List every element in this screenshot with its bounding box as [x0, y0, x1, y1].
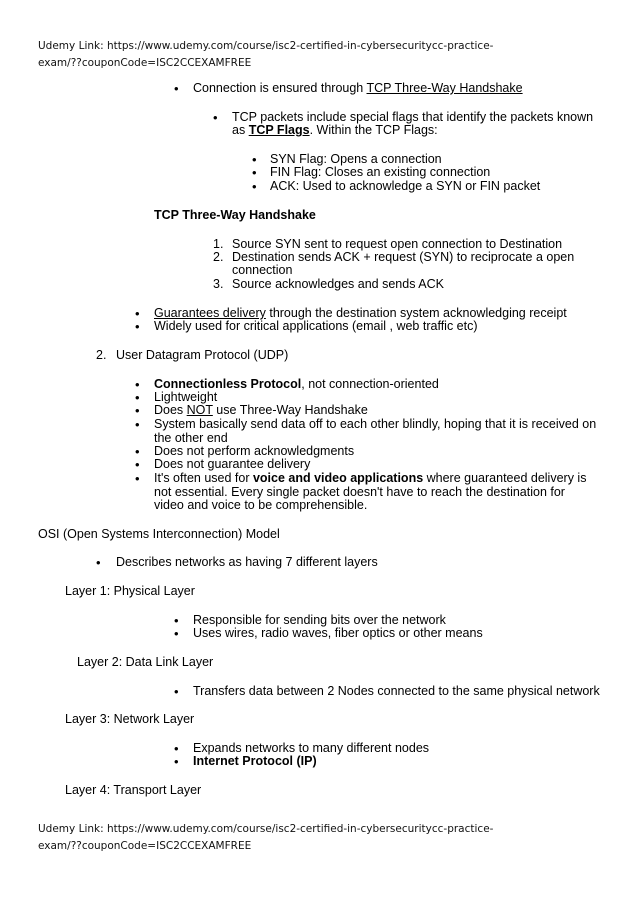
step-number: 2.: [213, 250, 224, 264]
layer2-item: Transfers data between 2 Nodes connected to the same physical network: [193, 684, 600, 698]
step-text: Destination sends ACK + request (SYN) to reciprocate a open: [232, 250, 575, 264]
guarantee-link[interactable]: Guarantees delivery: [154, 306, 266, 320]
step-text: Source acknowledges and sends ACK: [232, 277, 444, 291]
bullet: •: [135, 306, 140, 321]
bullet: •: [135, 471, 140, 486]
bullet: •: [252, 152, 257, 167]
osi-title: OSI (Open Systems Interconnection) Model: [38, 527, 280, 541]
bullet: •: [96, 555, 101, 570]
udp-number: 2.: [96, 348, 107, 362]
tcp-flags-link[interactable]: TCP Flags: [248, 123, 310, 137]
layer3-item: Expands networks to many different nodes: [193, 741, 430, 755]
layer4-heading: Layer 4: Transport Layer: [65, 783, 202, 797]
bullet: •: [213, 110, 218, 125]
bullet: •: [252, 179, 257, 194]
handshake-link[interactable]: TCP Three-Way Handshake: [366, 81, 523, 95]
udp-voice-video: It's often used for voice and video applications where guaranteed delivery is not essential. Every single packet doesn't have to reach the destination for video and voice to be comprehensible.: [154, 471, 587, 512]
bullet: •: [135, 319, 140, 334]
header-link-line2[interactable]: exam/??couponCode=ISC2CCEXAMFREE: [38, 57, 252, 69]
step-number: 1.: [213, 237, 224, 251]
handshake-line: Connection is ensured through TCP Three-Way Handshake: [193, 81, 523, 95]
bullet: •: [135, 444, 140, 459]
step-text-cont: connection: [232, 263, 293, 277]
udp-no-handshake: Does NOT use Three-Way Handshake: [154, 403, 368, 417]
osi-describes: Describes networks as having 7 different layers: [116, 555, 378, 569]
bullet: •: [135, 390, 140, 405]
bullet: •: [135, 403, 140, 418]
udp-title: User Datagram Protocol (UDP): [116, 348, 289, 362]
bullet: •: [135, 377, 140, 392]
bullet: •: [174, 741, 179, 756]
udp-no-guarantee: Does not guarantee delivery: [154, 457, 311, 471]
bullet: •: [174, 684, 179, 699]
handshake-heading: TCP Three-Way Handshake: [154, 208, 316, 222]
layer3-item-ip: Internet Protocol (IP): [193, 754, 317, 768]
step-number: 3.: [213, 277, 224, 291]
header-link-line1[interactable]: Udemy Link: https://www.udemy.com/course/isc2-certified-in-cybersecuritycc-practice-: [38, 40, 494, 52]
footer-link-line2[interactable]: exam/??couponCode=ISC2CCEXAMFREE: [38, 840, 252, 852]
guarantee-line: Guarantees delivery through the destination system acknowledging receipt: [154, 306, 567, 320]
layer2-heading: Layer 2: Data Link Layer: [77, 655, 214, 669]
page-header: [38, 38, 518, 72]
layer3-heading: Layer 3: Network Layer: [65, 712, 195, 726]
bullet: •: [252, 165, 257, 180]
flags-line1: TCP packets include special flags that identify the packets known: [232, 110, 594, 124]
layer1-heading: Layer 1: Physical Layer: [65, 584, 195, 598]
udp-lightweight: Lightweight: [154, 390, 218, 404]
layer1-item: Uses wires, radio waves, fiber optics or other means: [193, 626, 483, 640]
page-footer: [38, 821, 518, 855]
bullet: •: [174, 626, 179, 641]
bullet: •: [174, 81, 179, 96]
flag-item: ACK: Used to acknowledge a SYN or FIN packet: [270, 179, 541, 193]
flags-line2: as TCP Flags. Within the TCP Flags:: [232, 123, 438, 137]
bullet: •: [135, 417, 140, 432]
flag-item: FIN Flag: Closes an existing connection: [270, 165, 491, 179]
step-text: Source SYN sent to request open connection to Destination: [232, 237, 563, 251]
footer-link-line1[interactable]: Udemy Link: https://www.udemy.com/course/isc2-certified-in-cybersecuritycc-practice-: [38, 823, 494, 835]
bullet: •: [174, 754, 179, 769]
udp-no-ack: Does not perform acknowledgments: [154, 444, 355, 458]
flag-item: SYN Flag: Opens a connection: [270, 152, 442, 166]
udp-blind-send: System basically send data off to each other blindly, hoping that it is received on the other end: [154, 417, 597, 445]
udp-connectionless: Connectionless Protocol, not connection-oriented: [154, 377, 439, 391]
bullet: •: [135, 457, 140, 472]
widely-used-line: Widely used for critical applications (email , web traffic etc): [154, 319, 478, 333]
layer1-item: Responsible for sending bits over the network: [193, 613, 446, 627]
bullet: •: [174, 613, 179, 628]
